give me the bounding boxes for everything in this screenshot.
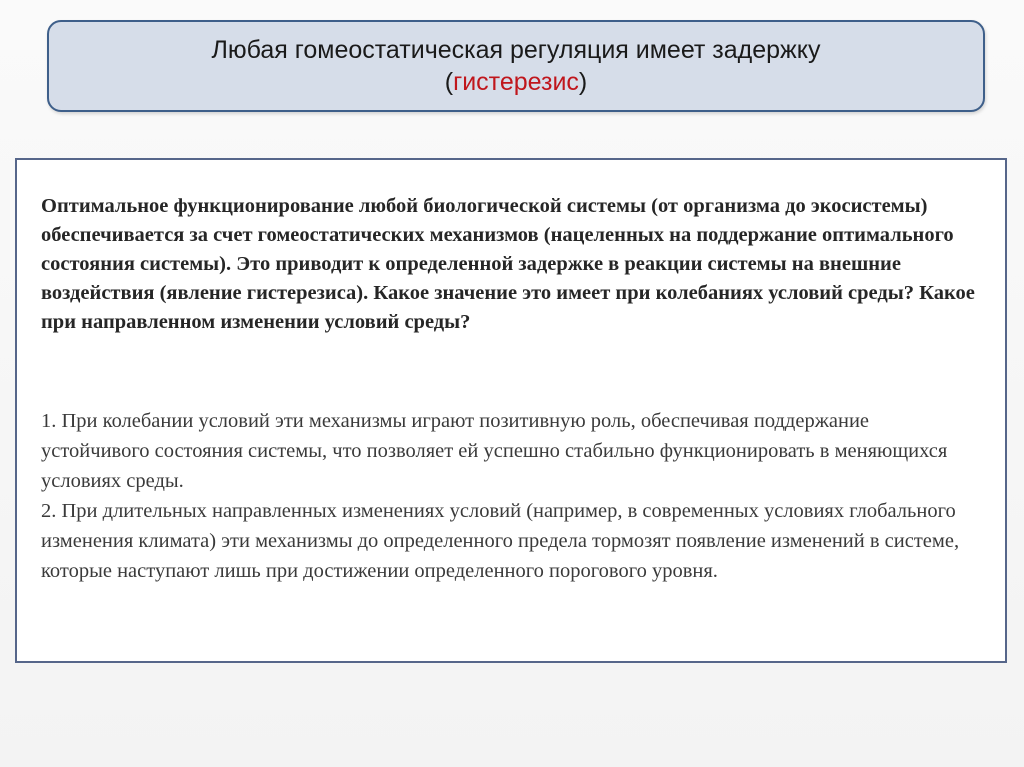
- title-paren-open: (: [444, 68, 454, 96]
- title-accent-term: гистерезис: [453, 68, 579, 96]
- title-paren-close: ): [578, 68, 588, 96]
- answer-block: [41, 406, 981, 586]
- title-line-2: [445, 66, 588, 98]
- answer-item-2: 2. При длительных направленных изменениях условий (например, в современных условиях глобального изменения климата) эти механизмы до определенного предела тормозят появление изменений в системе, которые наступают лишь при достижении определенного порогового уровня.: [41, 500, 960, 582]
- title-line-1: Любая гомеостатическая регуляция имеет задержку: [211, 36, 821, 64]
- content-box: [15, 158, 1007, 663]
- answer-item-1: 1. При колебании условий эти механизмы играют позитивную роль, обеспечивая поддержание устойчивого состояния системы, что позволяет ей успешно стабильно функционировать в меняющихся условиях среды.: [41, 410, 948, 492]
- title-box: [47, 20, 985, 112]
- question-text: Оптимальное функционирование любой биологической системы (от организма до экосистемы) обеспечивается за счет гомеостатических механизмов (нацеленных на поддержание оптимального состояния системы). Это приводит к определенной задержке в реакции системы на внешние воздействия (явление гистерезиса). Какое значение это имеет при колебаниях условий среды? Какое при направленном изменении условий среды?: [41, 195, 975, 333]
